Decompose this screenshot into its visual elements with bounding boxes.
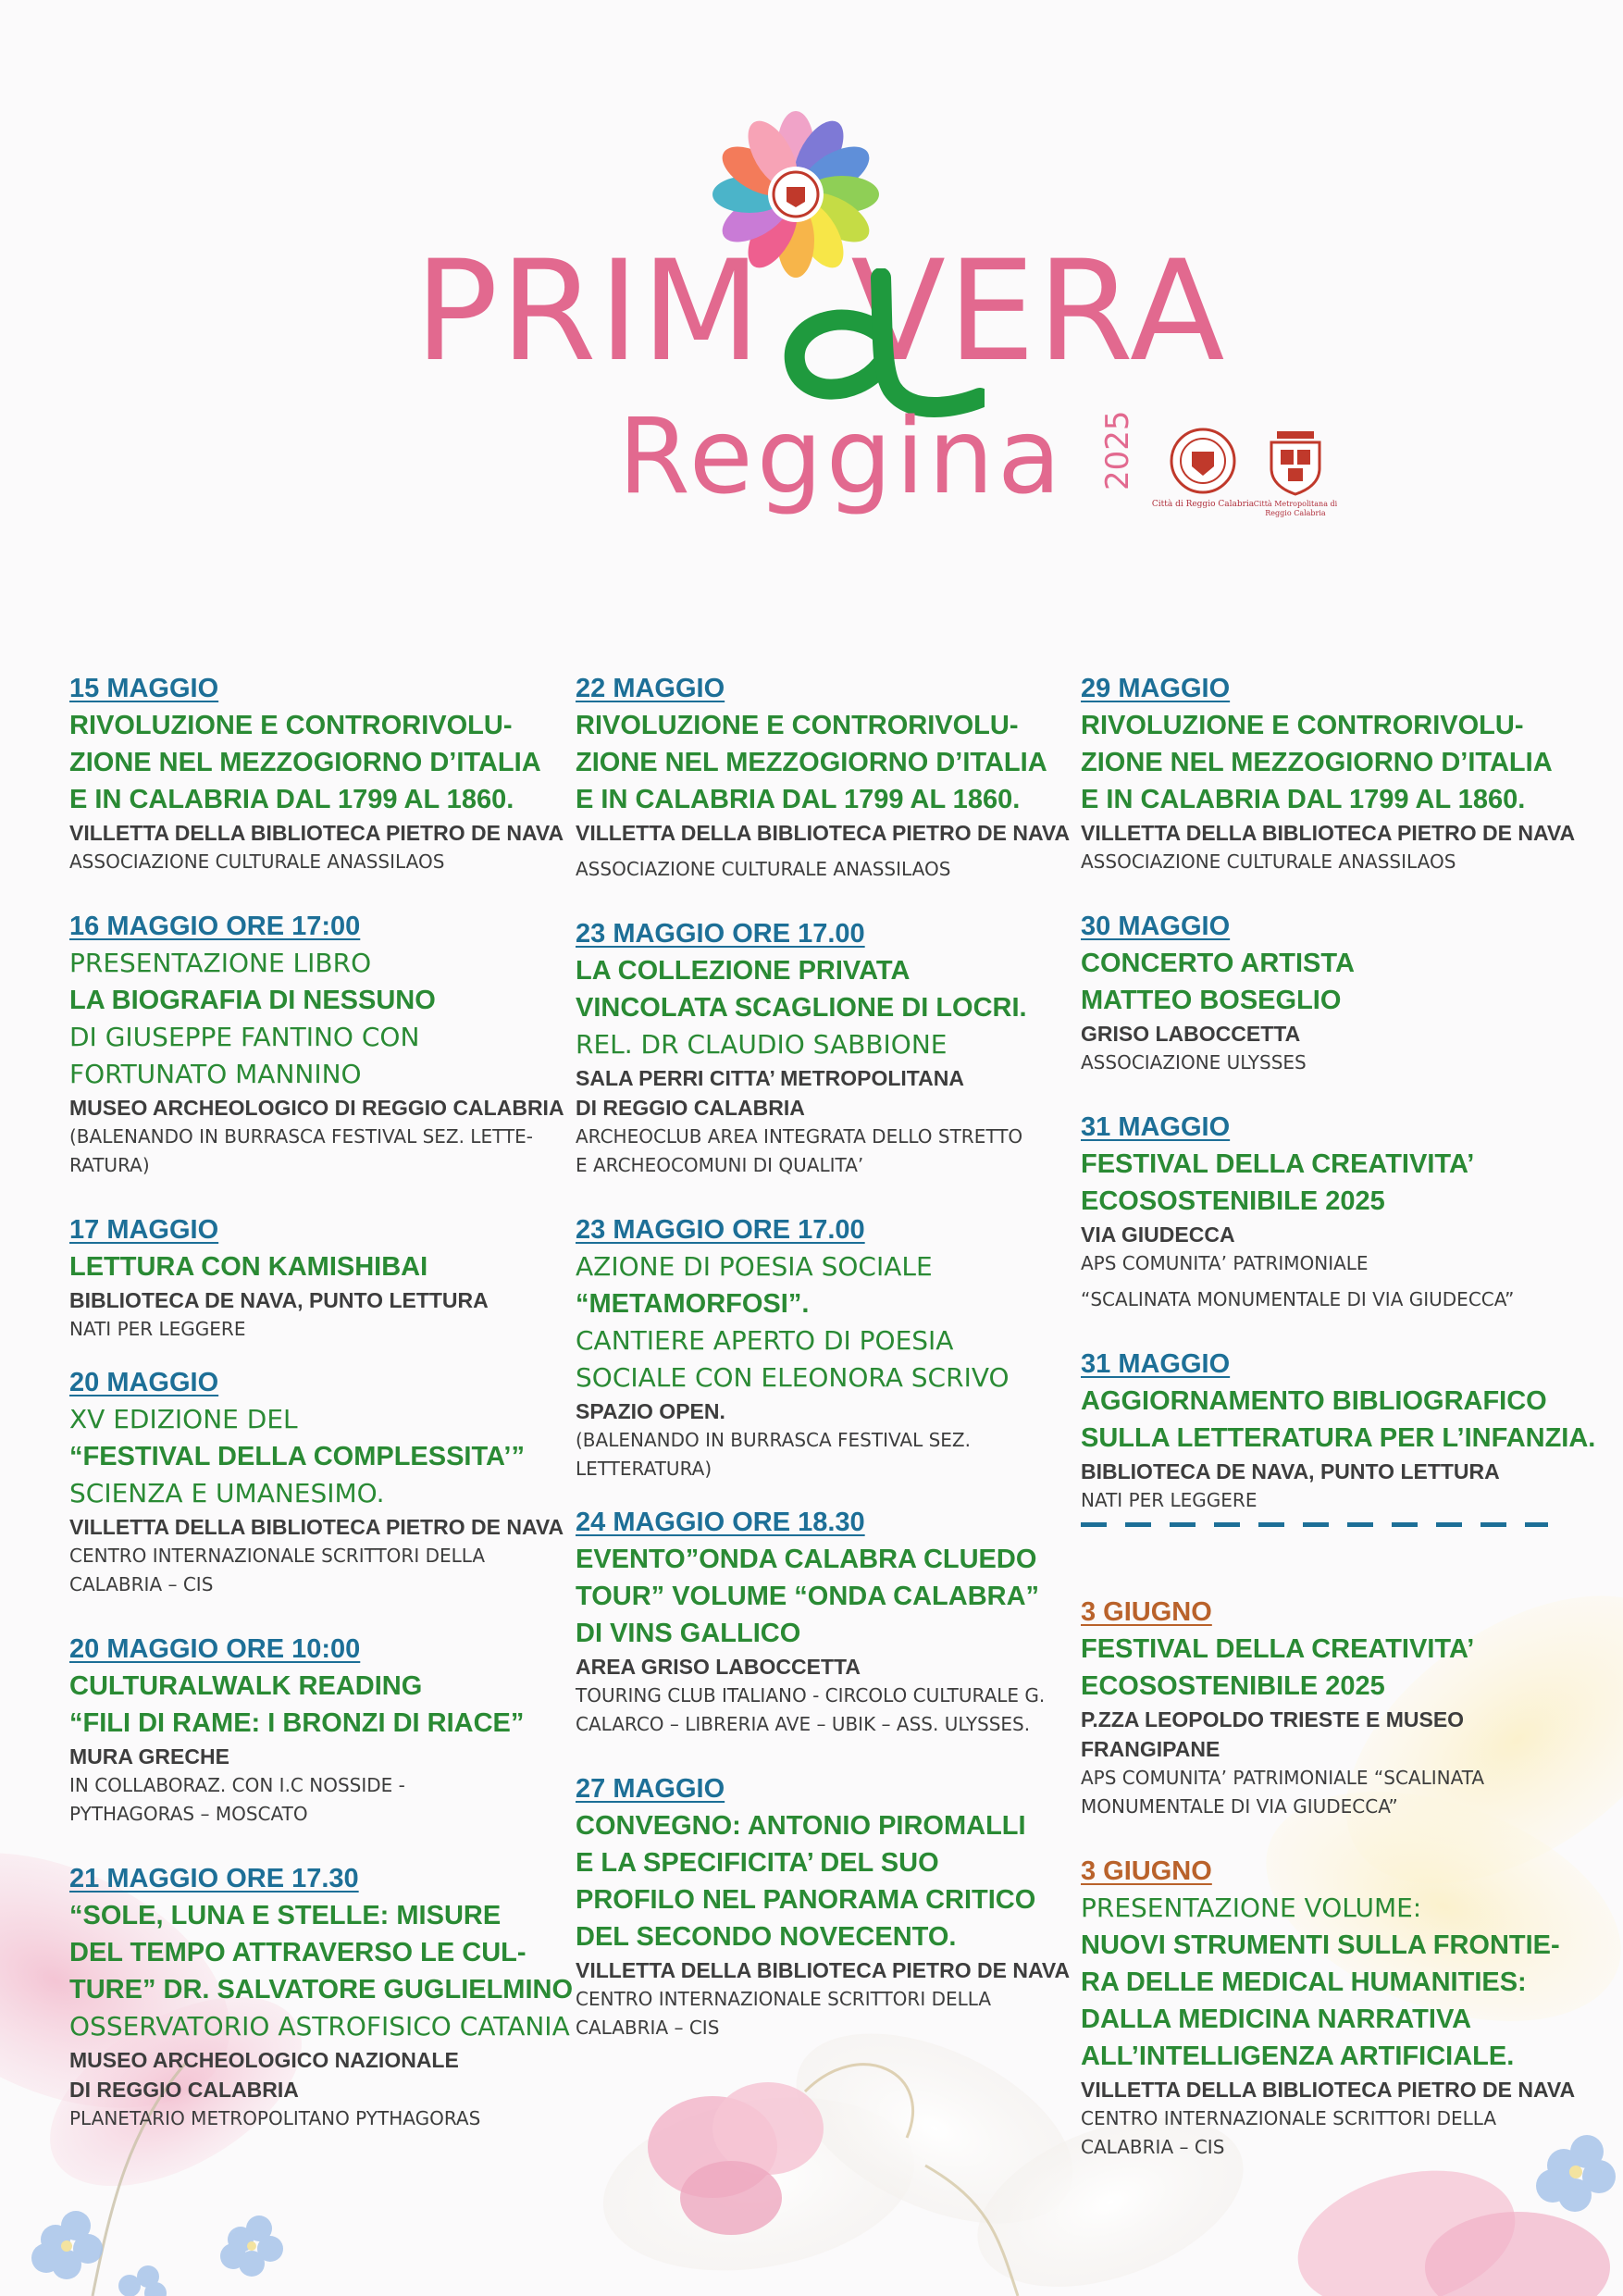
event-23-maggio-poesia — [576, 1211, 1080, 1483]
event-date: 23 MAGGIO ORE 17.00 — [576, 1215, 865, 1245]
event-venue: MUSEO ARCHEOLOGICO NAZIONALE — [69, 2048, 459, 2072]
event-title: MATTEO BOSEGLIO — [1081, 986, 1342, 1015]
event-venue: MURA GRECHE — [69, 1744, 229, 1769]
event-title: SCIENZA E UMANESIMO. — [69, 1478, 385, 1508]
event-organizer: CALABRIA – CIS — [69, 1573, 214, 1595]
event-title: ECOSOSTENIBILE 2025 — [1081, 1671, 1385, 1701]
event-title: RA DELLE MEDICAL HUMANITIES: — [1081, 1967, 1527, 1997]
event-title: E LA SPECIFICITA’ DEL SUO — [576, 1848, 939, 1878]
event-title: DI GIUSEPPE FANTINO CON — [69, 1022, 420, 1052]
event-title: ECOSOSTENIBILE 2025 — [1081, 1186, 1385, 1216]
event-venue: GRISO LABOCCETTA — [1081, 1022, 1301, 1046]
city-logo-caption: Città di Reggio Calabria — [1151, 500, 1255, 509]
event-organizer: ASSOCIAZIONE CULTURALE ANASSILAOS — [69, 850, 445, 873]
event-organizer: IN COLLABORAZ. CON I.C NOSSIDE - — [69, 1774, 405, 1796]
event-venue: MUSEO ARCHEOLOGICO DI REGGIO CALABRIA — [69, 1096, 564, 1120]
event-24-maggio — [576, 1504, 1080, 1739]
title-primavera: PRIM VERA — [415, 231, 1227, 392]
event-3-giugno-volume — [1081, 1853, 1585, 2162]
event-title: LA COLLEZIONE PRIVATA — [576, 956, 911, 986]
event-organizer: CENTRO INTERNAZIONALE SCRITTORI DELLA — [69, 1545, 486, 1567]
event-venue: BIBLIOTECA DE NAVA, PUNTO LETTURA — [69, 1288, 489, 1312]
event-organizer: APS COMUNITA’ PATRIMONIALE “SCALINATA — [1081, 1767, 1485, 1789]
event-venue: BIBLIOTECA DE NAVA, PUNTO LETTURA — [1081, 1459, 1500, 1483]
event-31-maggio-aggiornamento — [1081, 1346, 1596, 1515]
event-title: E IN CALABRIA DAL 1799 AL 1860. — [69, 785, 514, 814]
event-organizer: NATI PER LEGGERE — [1081, 1489, 1258, 1511]
event-date: 20 MAGGIO — [69, 1368, 219, 1397]
event-venue: VILLETTA DELLA BIBLIOTECA PIETRO DE NAVA — [69, 1515, 564, 1539]
event-venue: SALA PERRI CITTA’ METROPOLITANA — [576, 1066, 964, 1090]
event-venue: DI REGGIO CALABRIA — [576, 1096, 805, 1120]
event-title: FORTUNATO MANNINO — [69, 1059, 362, 1089]
event-title: ZIONE NEL MEZZOGIORNO D’ITALIA — [1081, 748, 1553, 777]
event-venue: VILLETTA DELLA BIBLIOTECA PIETRO DE NAVA — [69, 821, 564, 845]
event-organizer: CALARCO – LIBRERIA AVE – UBIK – ASS. ULYSSES. — [576, 1713, 1031, 1735]
event-title: EVENTO”ONDA CALABRA CLUEDO — [576, 1545, 1037, 1574]
event-title: “SOLE, LUNA E STELLE: MISURE — [69, 1901, 502, 1930]
column-2 — [576, 670, 1080, 2042]
event-venue: P.ZZA LEOPOLDO TRIESTE E MUSEO — [1081, 1707, 1465, 1731]
event-venue: VILLETTA DELLA BIBLIOTECA PIETRO DE NAVA — [1081, 2078, 1576, 2102]
event-venue: AREA GRISO LABOCCETTA — [576, 1655, 861, 1679]
event-title: RIVOLUZIONE E CONTRORIVOLU- — [576, 711, 1019, 740]
column-3 — [1081, 670, 1596, 2162]
event-22-maggio — [576, 670, 1080, 884]
event-27-maggio — [576, 1770, 1080, 2042]
event-date: 21 MAGGIO ORE 17.30 — [69, 1864, 359, 1893]
event-title: ZIONE NEL MEZZOGIORNO D’ITALIA — [576, 748, 1047, 777]
event-title: RIVOLUZIONE E CONTRORIVOLU- — [1081, 711, 1524, 740]
event-organizer: TOURING CLUB ITALIANO - CIRCOLO CULTURALE G. — [576, 1684, 1046, 1706]
event-title: “METAMORFOSI”. — [576, 1289, 810, 1319]
event-organizer: RATURA) — [69, 1154, 150, 1176]
event-date: 31 MAGGIO — [1081, 1349, 1231, 1379]
event-title: PRESENTAZIONE LIBRO — [69, 948, 372, 978]
title-reggina: Reggina — [618, 397, 1065, 517]
event-organizer: ARCHEOCLUB AREA INTEGRATA DELLO STRETTO — [576, 1125, 1023, 1148]
event-date: 30 MAGGIO — [1081, 912, 1231, 941]
event-date: 3 GIUGNO — [1081, 1856, 1212, 1886]
event-17-maggio — [69, 1211, 574, 1344]
event-date: 16 MAGGIO ORE 17:00 — [69, 912, 361, 941]
event-organizer: CENTRO INTERNAZIONALE SCRITTORI DELLA — [576, 1988, 992, 2010]
event-date: 29 MAGGIO — [1081, 674, 1231, 703]
event-title: CONVEGNO: ANTONIO PIROMALLI — [576, 1811, 1026, 1841]
event-31-maggio-festival — [1081, 1109, 1585, 1314]
event-organizer: ASSOCIAZIONE CULTURALE ANASSILAOS — [576, 858, 951, 880]
event-date: 17 MAGGIO — [69, 1215, 219, 1245]
event-title: TURE” DR. SALVATORE GUGLIELMINO — [69, 1975, 574, 2004]
event-29-maggio — [1081, 670, 1585, 876]
event-date: 3 GIUGNO — [1081, 1597, 1212, 1627]
event-title: VINCOLATA SCAGLIONE DI LOCRI. — [576, 993, 1027, 1023]
event-15-maggio — [69, 670, 574, 876]
column-1 — [69, 670, 574, 2133]
event-venue: VILLETTA DELLA BIBLIOTECA PIETRO DE NAVA — [576, 821, 1071, 845]
event-title: PRESENTAZIONE VOLUME: — [1081, 1893, 1422, 1923]
event-date: 15 MAGGIO — [69, 674, 219, 703]
event-title: PROFILO NEL PANORAMA CRITICO — [576, 1885, 1036, 1915]
event-organizer: CALABRIA – CIS — [576, 2017, 720, 2039]
event-organizer: (BALENANDO IN BURRASCA FESTIVAL SEZ. — [576, 1429, 971, 1451]
event-organizer: PYTHAGORAS – MOSCATO — [69, 1803, 308, 1825]
event-date: 20 MAGGIO ORE 10:00 — [69, 1634, 361, 1664]
event-title: AZIONE DI POESIA SOCIALE — [576, 1251, 933, 1282]
event-title: E IN CALABRIA DAL 1799 AL 1860. — [576, 785, 1021, 814]
event-title: DALLA MEDICINA NARRATIVA — [1081, 2004, 1472, 2034]
event-30-maggio — [1081, 908, 1585, 1077]
event-organizer: E ARCHEOCOMUNI DI QUALITA’ — [576, 1154, 864, 1176]
event-title: ZIONE NEL MEZZOGIORNO D’ITALIA — [69, 748, 541, 777]
event-organizer: APS COMUNITA’ PATRIMONIALE — [1081, 1252, 1369, 1274]
city-seal-logo — [1168, 426, 1238, 496]
event-date: 23 MAGGIO ORE 17.00 — [576, 919, 865, 949]
event-venue: DI REGGIO CALABRIA — [69, 2078, 299, 2102]
event-title: SOCIALE CON ELEONORA SCRIVO — [576, 1362, 1010, 1393]
event-organizer: ASSOCIAZIONE CULTURALE ANASSILAOS — [1081, 850, 1456, 873]
event-title: “FILI DI RAME: I BRONZI DI RIACE” — [69, 1708, 525, 1738]
event-venue: FRANGIPANE — [1081, 1737, 1220, 1761]
event-venue: VIA GIUDECCA — [1081, 1222, 1235, 1247]
event-date: 24 MAGGIO ORE 18.30 — [576, 1508, 865, 1537]
event-title: SULLA LETTERATURA PER L’INFANZIA. — [1081, 1423, 1596, 1453]
event-20-maggio — [69, 1364, 574, 1599]
event-title: XV EDIZIONE DEL — [69, 1404, 298, 1434]
event-venue: SPAZIO OPEN. — [576, 1399, 725, 1423]
event-title: CULTURALWALK READING — [69, 1671, 423, 1701]
metro-crest-logo — [1260, 424, 1331, 496]
event-organizer: PLANETARIO METROPOLITANO PYTHAGORAS — [69, 2107, 481, 2129]
event-3-giugno-festival — [1081, 1594, 1585, 1821]
event-23-maggio — [576, 915, 1080, 1180]
event-organizer: CALABRIA – CIS — [1081, 2136, 1225, 2158]
event-title: DI VINS GALLICO — [576, 1619, 801, 1648]
event-organizer: NATI PER LEGGERE — [69, 1318, 246, 1340]
event-title: DEL SECONDO NOVECENTO. — [576, 1922, 957, 1952]
event-title: ALL’INTELLIGENZA ARTIFICIALE. — [1081, 2042, 1515, 2071]
event-title: CANTIERE APERTO DI POESIA — [576, 1325, 954, 1356]
event-organizer: LETTERATURA) — [576, 1458, 712, 1480]
event-title: FESTIVAL DELLA CREATIVITA’ — [1081, 1149, 1475, 1179]
year-label: 2025 — [1099, 410, 1136, 490]
event-title: FESTIVAL DELLA CREATIVITA’ — [1081, 1634, 1475, 1664]
event-title: OSSERVATORIO ASTROFISICO CATANIA — [69, 2011, 570, 2042]
event-title: NUOVI STRUMENTI SULLA FRONTIE- — [1081, 1930, 1560, 1960]
event-title: DEL TEMPO ATTRAVERSO LE CUL- — [69, 1938, 527, 1967]
event-venue: VILLETTA DELLA BIBLIOTECA PIETRO DE NAVA — [1081, 821, 1576, 845]
event-title: RIVOLUZIONE E CONTRORIVOLU- — [69, 711, 513, 740]
event-organizer: MONUMENTALE DI VIA GIUDECCA” — [1081, 1795, 1398, 1818]
event-title: “FESTIVAL DELLA COMPLESSITA’” — [69, 1442, 525, 1471]
event-date: 27 MAGGIO — [576, 1774, 725, 1804]
event-organizer: (BALENANDO IN BURRASCA FESTIVAL SEZ. LETTE- — [69, 1125, 534, 1148]
metro-logo-caption: Città Metropolitana di Reggio Calabria — [1253, 500, 1338, 517]
event-title: E IN CALABRIA DAL 1799 AL 1860. — [1081, 785, 1526, 814]
event-title: LETTURA CON KAMISHIBAI — [69, 1252, 428, 1282]
event-organizer: ASSOCIAZIONE ULYSSES — [1081, 1051, 1307, 1074]
event-organizer: “SCALINATA MONUMENTALE DI VIA GIUDECCA” — [1081, 1288, 1515, 1310]
event-title: LA BIOGRAFIA DI NESSUNO — [69, 986, 436, 1015]
event-21-maggio — [69, 1860, 574, 2133]
event-date: 22 MAGGIO — [576, 674, 725, 703]
event-20-maggio-1000 — [69, 1631, 574, 1829]
event-title: REL. DR CLAUDIO SABBIONE — [576, 1029, 948, 1060]
event-title: TOUR” VOLUME “ONDA CALABRA” — [576, 1582, 1040, 1611]
event-venue: VILLETTA DELLA BIBLIOTECA PIETRO DE NAVA — [576, 1958, 1071, 1982]
event-organizer: CENTRO INTERNAZIONALE SCRITTORI DELLA — [1081, 2107, 1497, 2129]
event-16-maggio — [69, 908, 574, 1180]
event-title: CONCERTO ARTISTA — [1081, 949, 1355, 978]
event-title: AGGIORNAMENTO BIBLIOGRAFICO — [1081, 1386, 1547, 1416]
event-date: 31 MAGGIO — [1081, 1112, 1231, 1142]
